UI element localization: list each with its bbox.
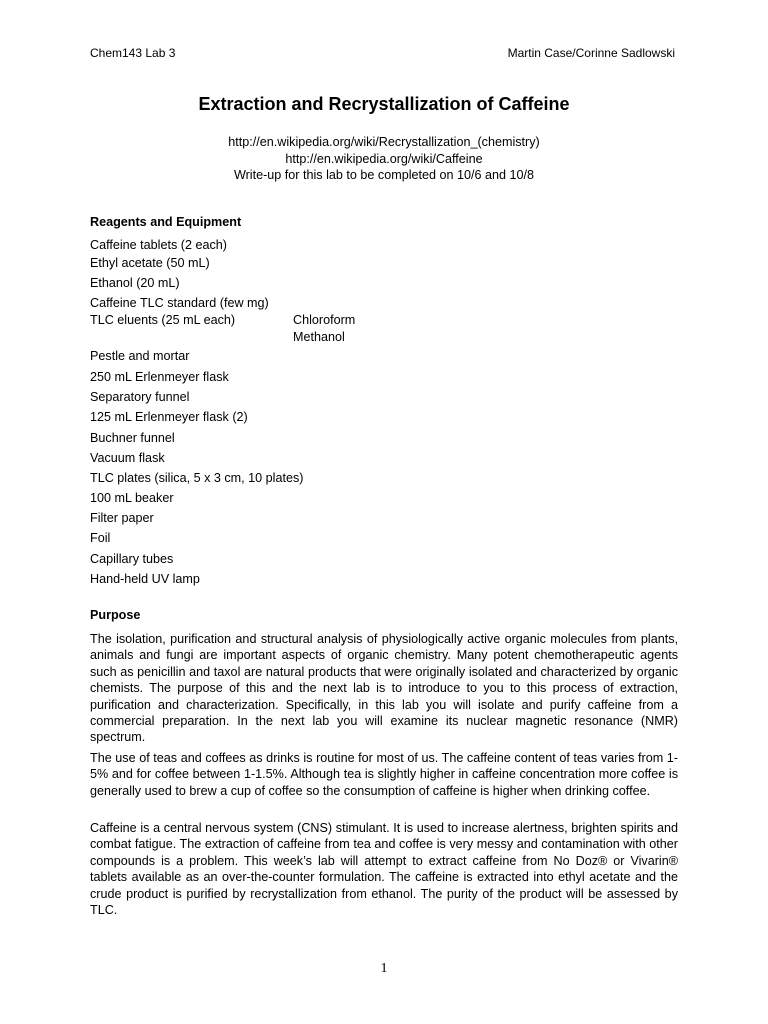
document-title: Extraction and Recrystallization of Caffeine [198, 94, 570, 114]
page-number: 1 [380, 961, 388, 976]
course-label: Chem143 Lab 3 [90, 46, 176, 60]
list-item: Caffeine TLC standard (few mg) [90, 296, 269, 310]
page-header [90, 46, 675, 62]
purpose-paragraph: Caffeine is a central nervous system (CNS) stimulant. It is used to increase alertness, brighten spirits and combat fatigue. The extraction of caffeine from tea and coffee is very messy and contamination with other compounds is a problem. This week’s lab will attempt to extract caffeine from No Doz® or Vivarin® tablets available as an over-the-counter formulation. The caffeine is extracted into ethyl acetate and the crude product is purified by recrystallization from ethanol. The purity of the product will be assessed by TLC. [90, 821, 678, 918]
link-recrystallization[interactable]: http://en.wikipedia.org/wiki/Recrystallization_(chemistry) [228, 135, 540, 149]
list-item: 100 mL beaker [90, 491, 174, 505]
reagents-heading: Reagents and Equipment [90, 215, 242, 229]
reference-links [0, 134, 768, 184]
list-item: Ethyl acetate (50 mL) [90, 256, 210, 270]
eluent-methanol: Methanol [293, 330, 345, 344]
writeup-note: Write-up for this lab to be completed on 10/6 and 10/8 [233, 168, 535, 182]
list-item: Vacuum flask [90, 451, 165, 465]
list-item: Separatory funnel [90, 390, 190, 404]
list-item: Caffeine tablets (2 each) [90, 238, 227, 252]
purpose-paragraph: The isolation, purification and structural analysis of physiologically active organic molecules from plants, animals and fungi are important aspects of organic chemistry. Many potent chemotherapeutic agents such as penicillin and taxol are natural products that were originally isolated and characterized by organic chemists. The purpose of this and the next lab is to introduce to you to this process of extraction, purification and characterization. Specifically, in this lab you will isolate and purify caffeine from a commercial preparation. In the next lab you will examine its nuclear magnetic resonance (NMR) spectrum. [90, 632, 678, 745]
link-caffeine[interactable]: http://en.wikipedia.org/wiki/Caffeine [285, 151, 483, 166]
list-item: TLC plates (silica, 5 x 3 cm, 10 plates) [90, 471, 304, 485]
list-item: TLC eluents (25 mL each) [90, 313, 236, 327]
list-item: Hand-held UV lamp [90, 572, 200, 586]
eluent-chloroform: Chloroform [293, 313, 356, 327]
purpose-paragraph: The use of teas and coffees as drinks is routine for most of us. The caffeine content of teas varies from 1-5% and for coffee between 1-1.5%. Although tea is slightly higher in caffeine concentration more coffee is generally used to brew a cup of coffee so the consumption of caffeine is higher when drinking coffee. [90, 751, 678, 798]
list-item: Foil [90, 531, 111, 545]
list-item: Buchner funnel [90, 431, 175, 445]
list-item: Pestle and mortar [90, 349, 190, 363]
purpose-heading: Purpose [90, 608, 141, 622]
list-item: Filter paper [90, 511, 154, 525]
list-item: Capillary tubes [90, 552, 174, 566]
list-item: 250 mL Erlenmeyer flask [90, 370, 229, 384]
list-item: Ethanol (20 mL) [90, 276, 180, 290]
authors-label: Martin Case/Corinne Sadlowski [507, 46, 675, 60]
list-item: 125 mL Erlenmeyer flask (2) [90, 410, 248, 424]
